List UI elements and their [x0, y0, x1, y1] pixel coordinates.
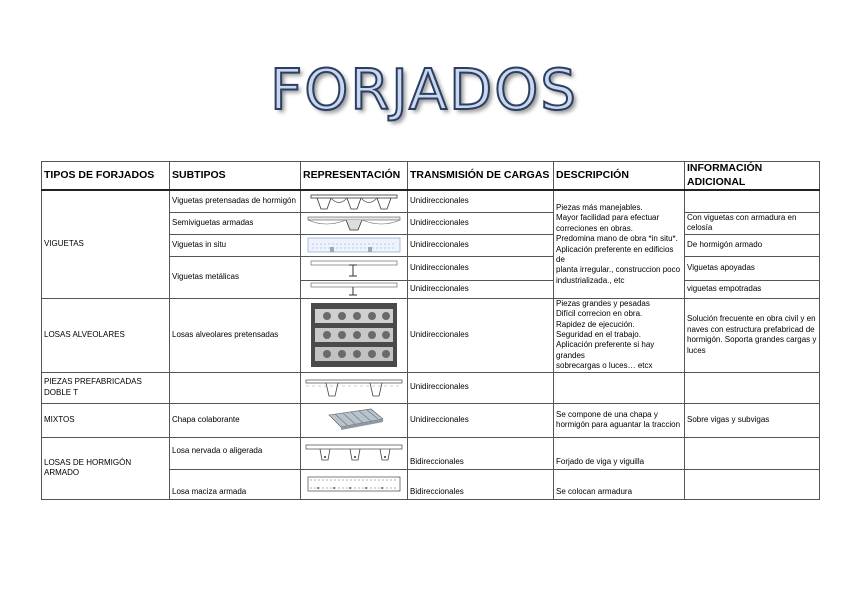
transmision-cell: Bidireccionales — [408, 437, 554, 469]
page-title: FORJADOS — [270, 58, 578, 123]
transmision-cell: Bidireccionales — [408, 469, 554, 499]
adicional-cell: Sobre vigas y subvigas — [685, 403, 820, 437]
tipo-mixtos: MIXTOS — [42, 403, 170, 437]
descripcion-losas-alveolares — [554, 298, 685, 372]
representation-image — [301, 256, 408, 280]
description-line: Predomina mano de obra *in situ*. — [556, 234, 678, 244]
subtipo-cell: Chapa colaborante — [170, 403, 301, 437]
description-line: Piezas grandes y pesadas — [556, 298, 650, 308]
representation-image — [301, 469, 408, 499]
subtipo-cell: Semiviguetas armadas — [170, 212, 301, 234]
representation-image — [301, 437, 408, 469]
header-subtipos: SUBTIPOS — [170, 162, 301, 191]
transmision-cell: Unidireccionales — [408, 256, 554, 280]
description-line: Piezas más manejables. — [556, 202, 643, 212]
header-tipos: TIPOS DE FORJADOS — [42, 162, 170, 191]
transmision-cell: Unidireccionales — [408, 403, 554, 437]
header-representacion: REPRESENTACIÓN — [301, 162, 408, 191]
description-line: Difícil correcion en obra. — [556, 309, 643, 319]
description-line: Rapidez de ejecución. — [556, 319, 635, 329]
adicional-losas-alveolares — [685, 298, 820, 372]
description-line: Aplicación preferente en edificios de — [556, 244, 674, 264]
descripcion-mixtos — [554, 403, 685, 437]
adicional-cell — [685, 469, 820, 499]
descripcion-cell — [554, 372, 685, 403]
adicional-cell — [685, 190, 820, 212]
representation-image — [301, 403, 408, 437]
description-line: luces — [687, 345, 706, 355]
tipo-losas-alveolares: LOSAS ALVEOLARES — [42, 298, 170, 372]
representation-image — [301, 298, 408, 372]
adicional-cell — [685, 437, 820, 469]
description-line: Mayor facilidad para efectuar — [556, 213, 660, 223]
table-row — [42, 372, 820, 403]
table-row — [42, 403, 820, 437]
descripcion-cell: Forjado de viga y viguilla — [554, 437, 685, 469]
descripcion-viguetas — [554, 190, 685, 298]
subtipo-cell — [170, 372, 301, 403]
subtipo-cell: Viguetas in situ — [170, 234, 301, 256]
header-descripcion: DESCRIPCIÓN — [554, 162, 685, 191]
forjados-table — [41, 161, 820, 500]
adicional-cell: Viguetas apoyadas — [685, 256, 820, 280]
transmision-cell: Unidireccionales — [408, 298, 554, 372]
subtipo-cell: Losa maciza armada — [170, 469, 301, 499]
header-informacion: INFORMACIÓN ADICIONAL — [685, 162, 820, 191]
subtipo-cell: Viguetas metálicas — [170, 256, 301, 298]
representation-image — [301, 212, 408, 234]
table-row — [42, 298, 820, 372]
description-line: Se compone de una chapa y — [556, 409, 658, 419]
transmision-cell: Unidireccionales — [408, 212, 554, 234]
description-line: Seguridad en el trabajo. — [556, 329, 641, 339]
description-line: sobrecargas o luces… etcx — [556, 361, 653, 371]
transmision-cell: Unidireccionales — [408, 372, 554, 403]
tipo-losas-hormigon: LOSAS DE HORMIGÓN ARMADO — [42, 437, 170, 499]
representation-image — [301, 234, 408, 256]
description-line: industrializada., etc — [556, 275, 625, 285]
tipo-doble-t: PIEZAS PREFABRICADAS DOBLE T — [42, 372, 170, 403]
representation-image — [301, 190, 408, 212]
description-line: Aplicación preferente si hay grandes — [556, 340, 655, 360]
representation-image — [301, 372, 408, 403]
transmision-cell: Unidireccionales — [408, 280, 554, 298]
adicional-cell — [685, 372, 820, 403]
transmision-cell: Unidireccionales — [408, 234, 554, 256]
transmision-cell: Unidireccionales — [408, 190, 554, 212]
subtipo-cell: Losa nervada o aligerada — [170, 437, 301, 469]
description-line: planta irregular., construccion poco — [556, 265, 681, 275]
adicional-cell: viguetas empotradas — [685, 280, 820, 298]
representation-image — [301, 280, 408, 298]
header-transmision: TRANSMISIÓN DE CARGAS — [408, 162, 554, 191]
description-line: hormigón. Soporta grandes cargas y — [687, 335, 817, 345]
adicional-cell: Con viguetas con armadura en celosía — [685, 212, 820, 234]
subtipo-cell: Losas alveolares pretensadas — [170, 298, 301, 372]
table-row — [42, 437, 820, 469]
table-row — [42, 190, 820, 212]
subtipo-cell: Viguetas pretensadas de hormigón — [170, 190, 301, 212]
description-line: naves con estructura prefabricad de — [687, 324, 815, 334]
description-line: Solución frecuente en obra civil y en — [687, 314, 816, 324]
tipo-viguetas: VIGUETAS — [42, 190, 170, 298]
descripcion-cell: Se colocan armadura — [554, 469, 685, 499]
description-line: correciones en obras. — [556, 223, 633, 233]
adicional-cell: De hormigón armado — [685, 234, 820, 256]
header-row — [42, 162, 820, 191]
description-line: hormigón para aguantar la traccion — [556, 420, 681, 430]
